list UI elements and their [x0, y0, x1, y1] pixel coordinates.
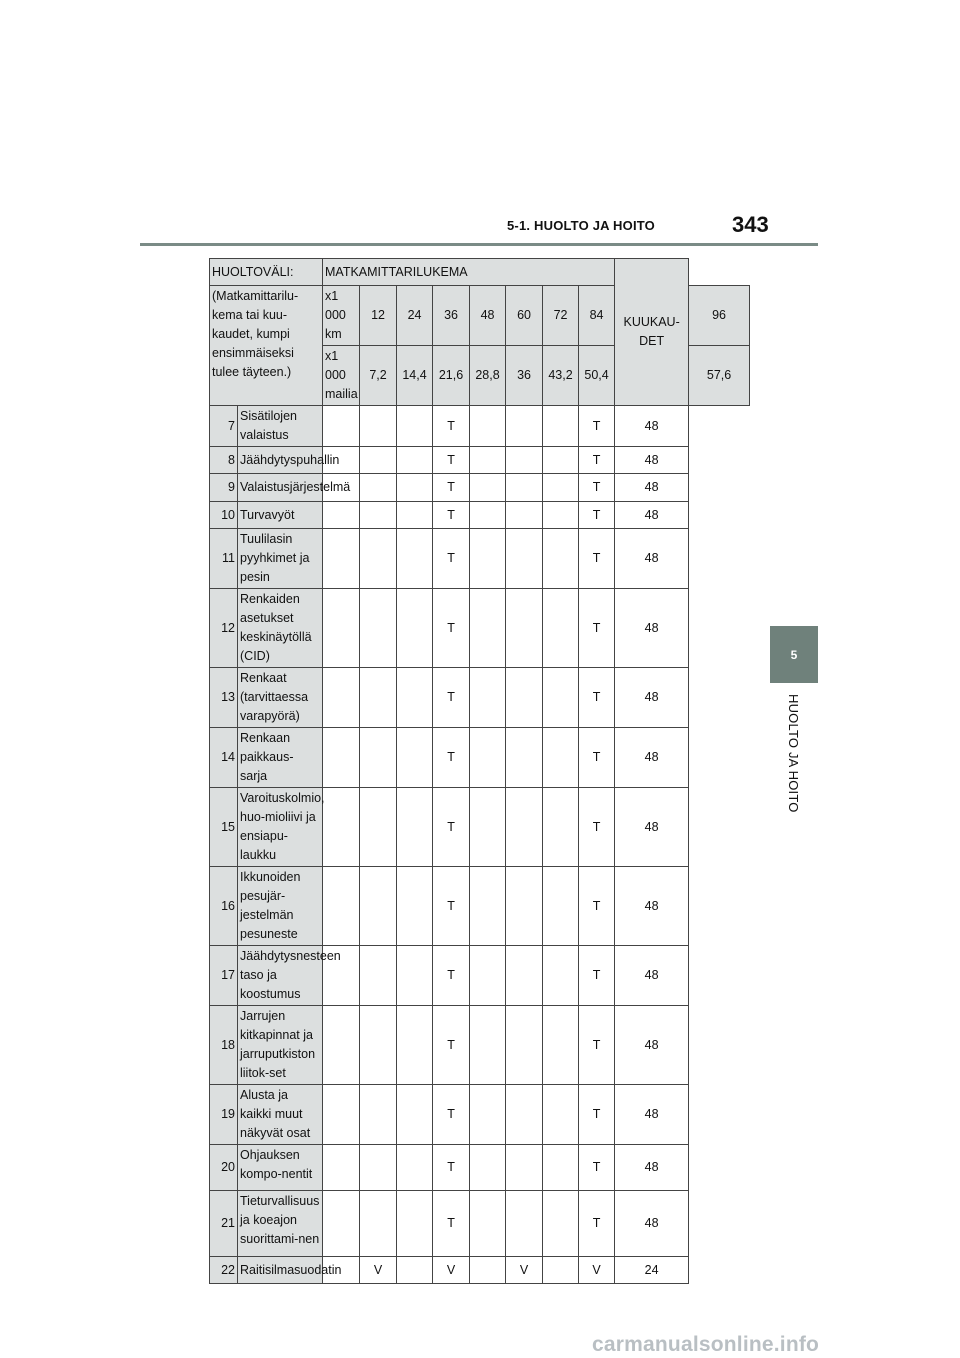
schedule-cell: [360, 668, 397, 728]
schedule-cell: [470, 502, 506, 529]
item-number: 15: [210, 788, 238, 867]
mile-value: 7,2: [360, 346, 397, 406]
schedule-cell: [470, 447, 506, 474]
months-value: 48: [615, 668, 689, 728]
schedule-cell: T: [433, 502, 470, 529]
schedule-cell: [543, 1006, 579, 1085]
schedule-cell: [470, 867, 506, 946]
table-row: [210, 1191, 750, 1257]
table-row: [210, 1006, 750, 1085]
item-number: 20: [210, 1145, 238, 1191]
months-value: 48: [615, 946, 689, 1006]
schedule-cell: [397, 502, 433, 529]
schedule-cell: [470, 589, 506, 668]
schedule-cell: [360, 728, 397, 788]
watermark: carmanualsonline.info: [592, 1333, 820, 1356]
item-name: Ohjauksen kompo-nentit: [238, 1145, 323, 1191]
schedule-cell: [323, 867, 360, 946]
item-name: Valaistusjärjestelmä: [238, 474, 323, 502]
schedule-cell: T: [579, 788, 615, 867]
item-number: 14: [210, 728, 238, 788]
schedule-cell: T: [433, 867, 470, 946]
mile-unit: x1 000 mailia: [323, 346, 360, 406]
schedule-cell: [360, 447, 397, 474]
table-row: [210, 867, 750, 946]
schedule-cell: T: [579, 728, 615, 788]
table-row: [210, 474, 750, 502]
item-number: 9: [210, 474, 238, 502]
table-row: [210, 447, 750, 474]
schedule-cell: [397, 1191, 433, 1257]
mile-value: 50,4: [579, 346, 615, 406]
km-value: 36: [433, 286, 470, 346]
schedule-cell: [470, 1006, 506, 1085]
schedule-cell: V: [433, 1257, 470, 1284]
table-row: [210, 529, 750, 589]
schedule-cell: T: [579, 946, 615, 1006]
schedule-cell: [323, 406, 360, 447]
schedule-cell: [543, 1085, 579, 1145]
schedule-cell: [543, 1257, 579, 1284]
schedule-cell: [543, 406, 579, 447]
schedule-cell: [543, 946, 579, 1006]
item-name: Ikkunoiden pesujär-jestelmän pesuneste: [238, 867, 323, 946]
schedule-cell: T: [433, 1085, 470, 1145]
schedule-cell: [506, 589, 543, 668]
schedule-cell: [470, 406, 506, 447]
schedule-cell: T: [579, 1006, 615, 1085]
item-name: Turvavyöt: [238, 502, 323, 529]
schedule-cell: [470, 946, 506, 1006]
schedule-cell: [323, 1191, 360, 1257]
schedule-cell: [397, 406, 433, 447]
km-value: 84: [579, 286, 615, 346]
schedule-cell: [397, 589, 433, 668]
mile-value: 28,8: [470, 346, 506, 406]
schedule-cell: T: [579, 867, 615, 946]
schedule-cell: [543, 589, 579, 668]
mile-value: 43,2: [543, 346, 579, 406]
section-title: 5-1. HUOLTO JA HOITO: [507, 218, 655, 233]
schedule-cell: T: [433, 728, 470, 788]
schedule-cell: [323, 1006, 360, 1085]
schedule-cell: [506, 788, 543, 867]
schedule-cell: [360, 867, 397, 946]
item-number: 19: [210, 1085, 238, 1145]
months-value: 48: [615, 406, 689, 447]
table-row: [210, 1145, 750, 1191]
maintenance-schedule-table: [209, 258, 750, 1284]
months-value: 48: [615, 589, 689, 668]
table-row: [210, 502, 750, 529]
item-number: 8: [210, 447, 238, 474]
schedule-cell: T: [433, 474, 470, 502]
item-number: 13: [210, 668, 238, 728]
schedule-cell: [470, 474, 506, 502]
schedule-cell: T: [579, 502, 615, 529]
schedule-cell: [397, 946, 433, 1006]
schedule-cell: T: [579, 668, 615, 728]
km-value: 24: [397, 286, 433, 346]
schedule-cell: [543, 1145, 579, 1191]
table-row: [210, 668, 750, 728]
schedule-cell: [360, 529, 397, 589]
page-number: 343: [732, 212, 769, 237]
schedule-cell: T: [579, 474, 615, 502]
item-number: 22: [210, 1257, 238, 1284]
interval-label: HUOLTOVÄLI:: [210, 259, 323, 286]
schedule-cell: [470, 668, 506, 728]
km-value: 96: [689, 286, 750, 346]
table-row: [210, 589, 750, 668]
schedule-cell: [470, 788, 506, 867]
schedule-cell: [360, 1145, 397, 1191]
schedule-cell: T: [433, 1191, 470, 1257]
schedule-cell: [360, 1191, 397, 1257]
schedule-cell: [397, 867, 433, 946]
schedule-cell: [470, 728, 506, 788]
item-name: Alusta ja kaikki muut näkyvät osat: [238, 1085, 323, 1145]
schedule-cell: [543, 668, 579, 728]
item-name: Jarrujen kitkapinnat ja jarruputkiston liitok-set: [238, 1006, 323, 1085]
item-name: Tuulilasin pyyhkimet ja pesin: [238, 529, 323, 589]
months-value: 48: [615, 728, 689, 788]
schedule-cell: T: [579, 1191, 615, 1257]
schedule-cell: [506, 1191, 543, 1257]
table-row: [210, 1257, 750, 1284]
item-name: Sisätilojen valaistus: [238, 406, 323, 447]
schedule-cell: V: [506, 1257, 543, 1284]
schedule-cell: T: [433, 406, 470, 447]
schedule-cell: [323, 668, 360, 728]
schedule-cell: [323, 589, 360, 668]
mile-value: 57,6: [689, 346, 750, 406]
months-value: 48: [615, 502, 689, 529]
schedule-cell: [506, 668, 543, 728]
km-value: 72: [543, 286, 579, 346]
schedule-cell: [506, 728, 543, 788]
item-number: 10: [210, 502, 238, 529]
item-name: Jäähdytysnesteen taso ja koostumus: [238, 946, 323, 1006]
schedule-cell: T: [433, 946, 470, 1006]
item-number: 18: [210, 1006, 238, 1085]
chapter-tab[interactable]: [770, 626, 818, 683]
schedule-cell: [470, 1257, 506, 1284]
months-value: 24: [615, 1257, 689, 1284]
schedule-cell: [397, 447, 433, 474]
schedule-cell: [397, 728, 433, 788]
schedule-cell: [360, 788, 397, 867]
item-name: Jäähdytyspuhallin: [238, 447, 323, 474]
schedule-cell: [506, 474, 543, 502]
schedule-cell: V: [579, 1257, 615, 1284]
months-value: 48: [615, 867, 689, 946]
months-value: 48: [615, 788, 689, 867]
months-value: 48: [615, 1085, 689, 1145]
schedule-cell: [543, 474, 579, 502]
schedule-cell: [397, 474, 433, 502]
schedule-cell: [543, 788, 579, 867]
schedule-cell: [543, 502, 579, 529]
schedule-cell: [360, 474, 397, 502]
schedule-cell: [470, 529, 506, 589]
item-name: Varoituskolmio, huo-mioliivi ja ensiapu-laukku: [238, 788, 323, 867]
schedule-cell: [397, 1257, 433, 1284]
km-value: 48: [470, 286, 506, 346]
schedule-cell: [360, 406, 397, 447]
table-row: [210, 946, 750, 1006]
item-name: Tieturvallisuus ja koeajon suorittami-nen: [238, 1191, 323, 1257]
months-value: 48: [615, 474, 689, 502]
header-row-interval: [210, 259, 750, 286]
schedule-cell: [543, 728, 579, 788]
schedule-cell: T: [579, 1145, 615, 1191]
schedule-cell: [506, 1145, 543, 1191]
schedule-cell: T: [433, 447, 470, 474]
mile-value: 36: [506, 346, 543, 406]
item-number: 7: [210, 406, 238, 447]
schedule-cell: [506, 447, 543, 474]
schedule-cell: [360, 589, 397, 668]
months-value: 48: [615, 1191, 689, 1257]
schedule-cell: [506, 529, 543, 589]
schedule-cell: [323, 728, 360, 788]
km-value: 12: [360, 286, 397, 346]
schedule-cell: [543, 1191, 579, 1257]
km-value: 60: [506, 286, 543, 346]
schedule-cell: [543, 447, 579, 474]
odometer-label: MATKAMITTARILUKEMA: [323, 259, 615, 286]
table-row: [210, 1085, 750, 1145]
months-header: KUUKAU-DET: [615, 259, 689, 406]
schedule-cell: [506, 867, 543, 946]
mile-value: 14,4: [397, 346, 433, 406]
schedule-cell: [506, 1006, 543, 1085]
months-value: 48: [615, 447, 689, 474]
mile-value: 21,6: [433, 346, 470, 406]
schedule-cell: [506, 406, 543, 447]
schedule-cell: T: [433, 589, 470, 668]
table-row: [210, 788, 750, 867]
chapter-label: HUOLTO JA HOITO: [786, 694, 801, 813]
schedule-cell: [543, 529, 579, 589]
item-number: 12: [210, 589, 238, 668]
schedule-cell: T: [579, 406, 615, 447]
schedule-cell: T: [433, 668, 470, 728]
table-row: [210, 728, 750, 788]
schedule-cell: [397, 788, 433, 867]
schedule-cell: [543, 867, 579, 946]
schedule-cell: T: [433, 1006, 470, 1085]
schedule-cell: [323, 502, 360, 529]
schedule-cell: [397, 1006, 433, 1085]
schedule-cell: [323, 529, 360, 589]
schedule-cell: [360, 1006, 397, 1085]
schedule-cell: [360, 502, 397, 529]
schedule-cell: T: [579, 1085, 615, 1145]
months-value: 48: [615, 1006, 689, 1085]
schedule-cell: V: [360, 1257, 397, 1284]
schedule-cell: [506, 502, 543, 529]
schedule-cell: [470, 1191, 506, 1257]
schedule-cell: T: [579, 447, 615, 474]
schedule-cell: [470, 1145, 506, 1191]
schedule-cell: [397, 1085, 433, 1145]
schedule-cell: [360, 1085, 397, 1145]
schedule-cell: [397, 668, 433, 728]
schedule-cell: [506, 946, 543, 1006]
item-name: Renkaiden asetukset keskinäytöllä (CID): [238, 589, 323, 668]
item-name: Renkaan paikkaus-sarja: [238, 728, 323, 788]
km-unit: x1 000 km: [323, 286, 360, 346]
schedule-cell: [506, 1085, 543, 1145]
schedule-cell: T: [433, 529, 470, 589]
schedule-cell: T: [579, 529, 615, 589]
item-number: 11: [210, 529, 238, 589]
item-number: 17: [210, 946, 238, 1006]
schedule-cell: [323, 788, 360, 867]
schedule-cell: T: [579, 589, 615, 668]
item-number: 16: [210, 867, 238, 946]
item-name: Raitisilmasuodatin: [238, 1257, 323, 1284]
schedule-cell: [323, 1145, 360, 1191]
table-row: [210, 406, 750, 447]
schedule-cell: T: [433, 1145, 470, 1191]
schedule-cell: [397, 1145, 433, 1191]
chapter-number: 5: [790, 647, 798, 662]
schedule-cell: [470, 1085, 506, 1145]
schedule-cell: [397, 529, 433, 589]
item-name: Renkaat (tarvittaessa varapyörä): [238, 668, 323, 728]
schedule-cell: [360, 946, 397, 1006]
header-divider: [140, 243, 818, 246]
months-value: 48: [615, 529, 689, 589]
schedule-cell: T: [433, 788, 470, 867]
item-number: 21: [210, 1191, 238, 1257]
schedule-cell: [323, 1085, 360, 1145]
months-value: 48: [615, 1145, 689, 1191]
interval-description: (Matkamittarilu-kema tai kuu-kaudet, kumpi ensimmäiseksi tulee täyteen.): [210, 286, 323, 406]
